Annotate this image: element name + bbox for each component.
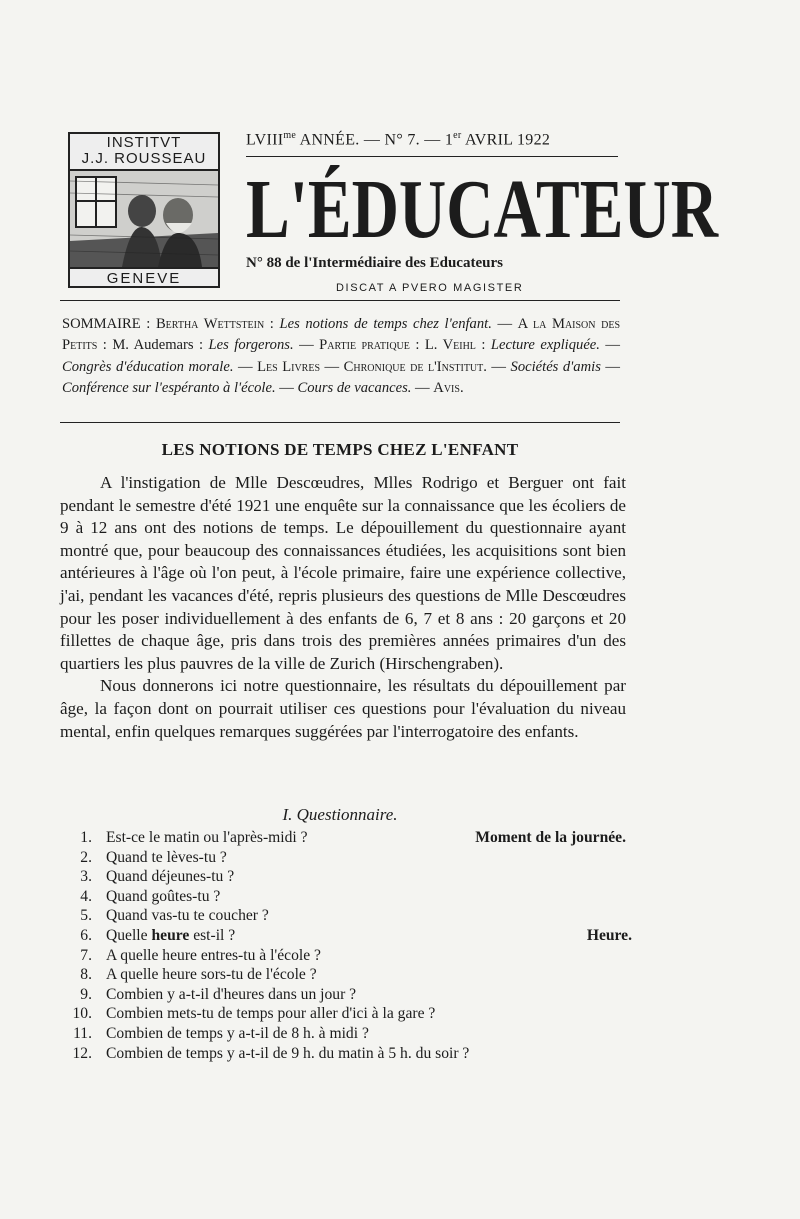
question-number: 12. [72, 1044, 92, 1062]
question-item [62, 848, 632, 868]
question-item [62, 1044, 632, 1064]
question-text: Combien de temps y a-t-il de 8 h. à midi ? [106, 1024, 369, 1042]
issue-line [246, 130, 618, 149]
question-text: Combien y a-t-il d'heures dans un jour ? [106, 985, 357, 1003]
issue-volume: LVIII [246, 131, 284, 149]
toc-entry: Sociétés d'amis [510, 358, 601, 375]
toc-label: SOMMAIRE : [62, 316, 156, 332]
question-text: Quand vas-tu te coucher ? [106, 907, 269, 925]
question-text: Quand goûtes-tu ? [106, 887, 221, 905]
question-item [62, 867, 632, 887]
question-item [62, 906, 632, 926]
question-item [62, 1024, 632, 1044]
question-number: 11. [73, 1024, 92, 1042]
question-text: A quelle heure entres-tu à l'école ? [106, 946, 321, 964]
question-number: 2. [80, 848, 92, 866]
question-text: Quand déjeunes-tu ? [106, 868, 235, 886]
question-number: 8. [80, 966, 92, 984]
toc-entry: Les notions de temps chez l'enfant. [279, 316, 492, 332]
question-text [106, 926, 235, 946]
question-category: Heure. [586, 926, 632, 944]
question-text: Quand te lèves-tu ? [106, 848, 227, 866]
journal-title: L'ÉDUCATEUR [246, 163, 719, 256]
section-heading: I. Questionnaire. [282, 805, 398, 824]
masthead-rule [246, 156, 618, 157]
issue-number: ANNÉE. — N° 7. — 1 [296, 131, 454, 149]
question-item [62, 926, 632, 946]
issue-volume-sup: me [283, 130, 297, 141]
question-text-part: Quelle [106, 926, 152, 944]
toc-author: M. Audemars [112, 337, 194, 354]
question-number: 5. [80, 907, 92, 925]
question-text: Est-ce le matin ou l'après-midi ? [106, 829, 308, 846]
question-number: 4. [80, 887, 92, 905]
question-text: Combien mets-tu de temps pour aller d'ici à la gare ? [106, 1005, 436, 1023]
question-number: 3. [80, 868, 92, 886]
logo-engraving-illustration [70, 171, 218, 267]
question-category: Moment de la journée. [475, 829, 626, 846]
toc-section: Chronique de l'Institut. [343, 358, 487, 375]
journal-motto: DISCAT A PVERO MAGISTER [336, 282, 524, 294]
issue-date: AVRIL 1922 [461, 131, 551, 149]
question-keyword: heure [151, 926, 190, 944]
toc-section: Partie pratique [319, 337, 410, 354]
question-item [62, 965, 632, 985]
contents-divider [60, 422, 620, 423]
question-text-part: est-il ? [189, 926, 236, 944]
article-title: LES NOTIONS DE TEMPS CHEZ L'ENFANT [161, 440, 519, 459]
toc-author: L. Veihl [424, 337, 476, 354]
question-number: 6. [80, 926, 92, 944]
question-item [62, 946, 632, 966]
question-number: 9. [80, 985, 92, 1003]
question-text: Combien de temps y a-t-il de 9 h. du matin à 5 h. du soir ? [106, 1044, 470, 1062]
question-number: 1. [80, 829, 92, 846]
question-item [62, 985, 632, 1005]
header-divider [60, 300, 620, 301]
institute-logo [68, 132, 220, 288]
question-text: A quelle heure sors-tu de l'école ? [106, 966, 317, 984]
question-number: 7. [80, 946, 92, 964]
toc-author: Bertha Wettstein [155, 316, 265, 332]
logo-bottom-label: GENEVE [70, 267, 218, 289]
logo-line-1: INSTITVT [106, 134, 182, 151]
question-item [62, 828, 632, 848]
toc-entry: Les forgerons. [208, 337, 294, 354]
article-paragraph: A l'instigation de Mlle Descœudres, Mlles Rodrigo et Berguer ont fait pendant le semestre d'été 1921 une enquête sur la connaissance que les écoliers de 9 à 12 ans ont des notions de temps. Le dépouillement du questionnaire ayant montré que, pour beaucoup des connaissances étudiées, les acquisitions sont bien antérieures à l'âge où l'on peut, à l'école primaire, faire une expérience collective, j'ai, pendant les vacances d'été, repris plusieurs des questions de Mlle Descœudres pour les poser individuellement à des enfants de 6, 7 et 8 ans : 20 garçons et 20 fillettes de chaque âge, pris dans trois des premières années primaires d'un des quartiers les plus pauvres de la ville de Zurich (Hirschengraben). [60, 473, 626, 673]
article-paragraph: Nous donnerons ici notre questionnaire, les résultats du dépouillement par âge, la façon dont on pourrait utiliser ces questions pour l'évaluation du niveau mental, enfin quelques remarques suggérées par l'interrogatoire des enfants. [60, 676, 626, 741]
article-body [60, 472, 626, 743]
question-item [62, 887, 632, 907]
question-number: 10. [72, 1005, 92, 1023]
toc-entry: Cours de vacances. [297, 379, 412, 396]
logo-top-label [70, 134, 218, 171]
toc-entry: Conférence sur l'espéranto à l'école. [62, 379, 276, 396]
journal-subtitle: N° 88 de l'Intermédiaire des Educateurs [246, 255, 503, 271]
toc-entry: Lecture expliquée. [490, 337, 600, 354]
questionnaire-list [62, 828, 632, 1063]
toc-section: A la Maison des Petits [62, 316, 620, 354]
toc-section: Avis. [433, 379, 464, 396]
question-item [62, 1004, 632, 1024]
issue-date-sup: er [453, 130, 462, 141]
toc-entry: Congrès d'éducation morale. [62, 358, 234, 375]
logo-line-2: J.J. ROUSSEAU [81, 150, 207, 167]
table-of-contents: SOMMAIRE : Bertha Wettstein : Les notions de temps chez l'enfant. — A la Maison des Petits : M. Audemars : Les forgerons. — Partie pratique : L. Veihl : Lecture expliquée. — Congrès d'éducation morale. — Les Livres — Chronique de l'Institut. — Sociétés d'amis — Conférence sur l'espéranto à l'école. — Cours de vacances. — Avis. [62, 316, 620, 396]
toc-section: Les Livres [257, 358, 321, 375]
